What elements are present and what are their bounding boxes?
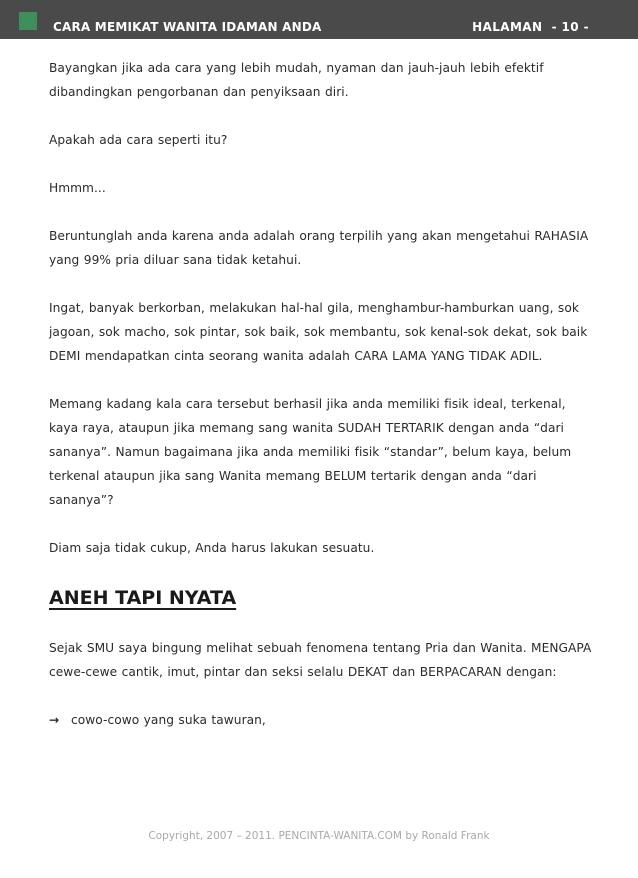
bullet-text: cowo-cowo yang suka tawuran,: [71, 713, 266, 727]
page-content: [49, 56, 597, 756]
paragraph-4: Beruntunglah anda karena anda adalah orang terpilih yang akan mengetahui RAHASIA yang 99% pria diluar sana tidak ketahui.: [49, 229, 589, 267]
paragraph-7: Diam saja tidak cukup, Anda harus lakukan sesuatu.: [49, 541, 375, 555]
footer-copyright: Copyright, 2007 – 2011. PENCINTA-WANITA.COM by Ronald Frank: [148, 830, 490, 842]
paragraph-3: Hmmm...: [49, 181, 106, 195]
header-bar: [0, 0, 638, 39]
bullet-item: [49, 708, 597, 732]
paragraph-1: Bayangkan jika ada cara yang lebih mudah, nyaman dan jauh-jauh lebih efektif dibandingkan pengorbanan dan penyiksaan diri.: [49, 61, 544, 99]
paragraph-6: Memang kadang kala cara tersebut berhasil jika anda memiliki fisik ideal, terkenal, kaya raya, ataupun jika memang sang wanita SUDAH TERTARIK dengan anda “dari sananya”. Namun bagaimana jika anda memiliki fisik “standar”, belum kaya, belum terkenal ataupun jika sang Wanita memang BELUM tertarik dengan anda “dari sananya”?: [49, 397, 572, 507]
paragraph-5: Ingat, banyak berkorban, melakukan hal-hal gila, menghambur-hamburkan uang, sok jagoan, sok macho, sok pintar, sok baik, sok membantu, sok kenal-sok dekat, sok baik DEMI mendapatkan cinta seorang wanita adalah CARA LAMA YANG TIDAK ADIL.: [49, 301, 588, 363]
document-title: CARA MEMIKAT WANITA IDAMAN ANDA: [53, 20, 322, 34]
paragraph-8: Sejak SMU saya bingung melihat sebuah fenomena tentang Pria dan Wanita. MENGAPA cewe-cewe cantik, imut, pintar dan seksi selalu DEKAT dan BERPACARAN dengan:: [49, 641, 592, 679]
page-number-label: HALAMAN - 10 -: [472, 20, 589, 34]
section-heading: ANEH TAPI NYATA: [49, 587, 237, 609]
arrow-right-icon: →: [49, 713, 60, 727]
header-accent-square: [19, 12, 37, 30]
paragraph-2: Apakah ada cara seperti itu?: [49, 133, 228, 147]
